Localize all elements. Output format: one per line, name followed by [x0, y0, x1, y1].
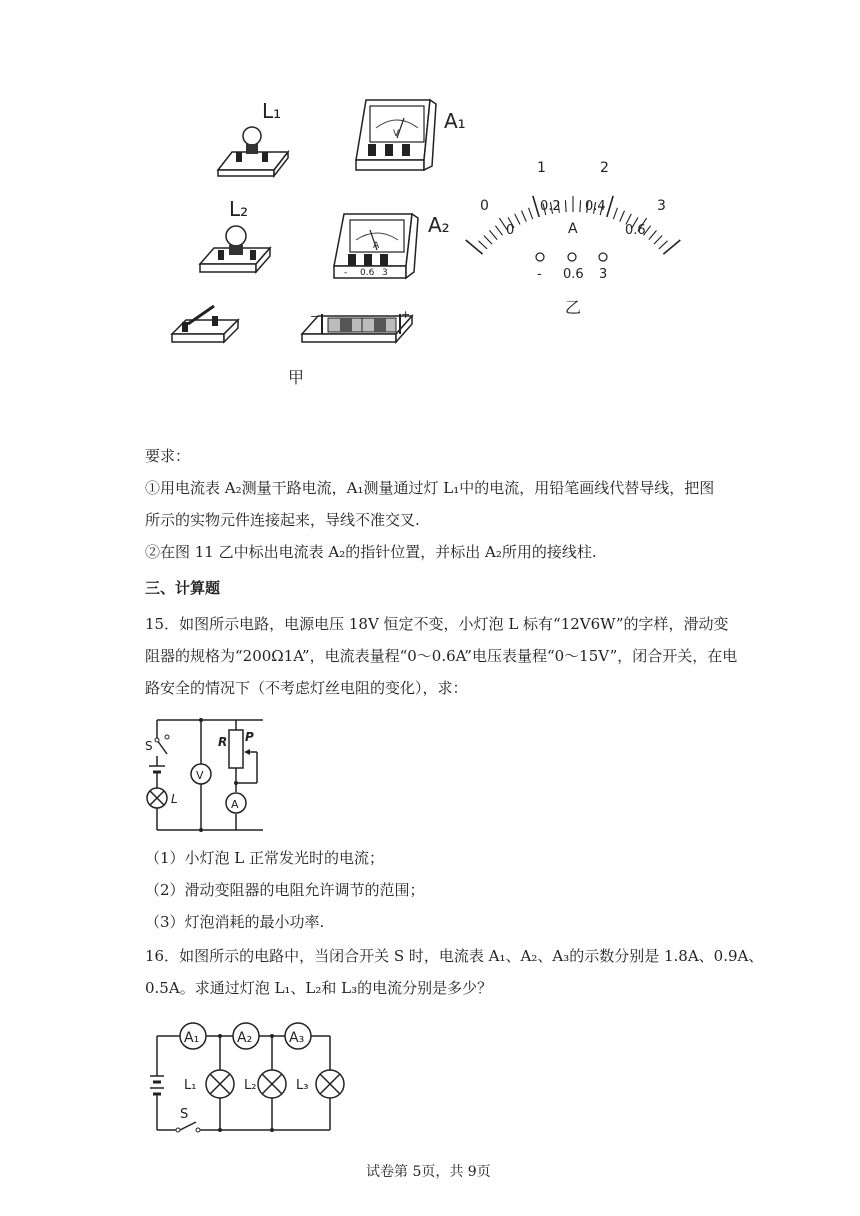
q15-sub1: （1）小灯泡 L 正常发光时的电流；: [145, 849, 385, 867]
requirement-1-line2: 所示的实物元件连接起来，导线不准交叉.: [145, 511, 420, 529]
q15-line2: 阻器的规格为“200Ω1A”，电流表量程“0～0.6A”电压表量程“0～15V”，闭合开关，在电: [145, 647, 738, 665]
dial-lower-04: 0.4: [585, 199, 606, 214]
dial-upper-1: 1: [537, 160, 546, 176]
q15-ammeter-label: A: [231, 798, 239, 811]
q15-voltmeter-label: V: [196, 769, 204, 782]
section-3-title: 三、计算题: [145, 579, 221, 597]
dial-upper-2: 2: [600, 160, 609, 176]
q15-lamp-label: L: [171, 792, 178, 806]
q16-line2: 0.5A。求通过灯泡 L₁、L₂和 L₃的电流分别是多少？: [145, 979, 493, 997]
ammeter1-face-label: V: [393, 129, 400, 139]
ammeter1-label: A₁: [444, 109, 466, 133]
q16-ammeter1-label: A₁: [184, 1030, 200, 1046]
terminal-06-label: 0.6: [563, 267, 584, 282]
q15-sub3: （3）灯泡消耗的最小功率.: [145, 913, 325, 931]
ammeter2-terminal-neg: -: [344, 268, 348, 278]
dial-lower-02: 0.2: [540, 199, 561, 214]
q15-line3: 路安全的情况下（不考虑灯丝电阻的变化），求：: [145, 679, 468, 697]
requirement-2: ②在图 11 乙中标出电流表 A₂的指针位置，并标出 A₂所用的接线柱.: [145, 543, 597, 561]
q16-ammeter3-label: A₃: [289, 1030, 305, 1046]
q16-lamp3-label: L₃: [296, 1078, 309, 1093]
figure-yi-caption: 乙: [565, 298, 582, 317]
dial-upper-0: 0: [480, 198, 489, 214]
terminal-neg-label: -: [537, 267, 542, 282]
requirement-1-line1: ①用电流表 A₂测量干路电流，A₁测量通过灯 L₁中的电流，用铅笔画线代替导线，把图: [145, 479, 715, 497]
ammeter2-terminal-06: 0.6: [360, 268, 375, 278]
q16-line1: 16．如图所示的电路中，当闭合开关 S 时，电流表 A₁、A₂、A₃的示数分别是 1.8A、0.9A、: [145, 947, 764, 965]
lamp2-label: L₂: [229, 197, 249, 221]
q16-ammeter2-label: A₂: [237, 1030, 253, 1046]
q16-lamp2-label: L₂: [244, 1078, 257, 1093]
figure-jia-caption: 甲: [288, 368, 305, 387]
q15-switch-label: S: [145, 739, 153, 753]
dial-lower-0: 0: [506, 223, 515, 238]
q16-lamp1-label: L₁: [184, 1078, 197, 1093]
dial-upper-3: 3: [657, 198, 666, 214]
ammeter2-terminal-3: 3: [382, 268, 388, 278]
dial-lower-06: 0.6: [625, 223, 646, 238]
requirement-title: 要求：: [145, 447, 191, 465]
q16-switch-label: S: [180, 1107, 189, 1122]
q15-slider-label: P: [245, 730, 254, 744]
q15-sub2: （2）滑动变阻器的电阻允许调节的范围；: [145, 881, 425, 899]
lamp1-label: L₁: [262, 99, 282, 123]
q15-resistor-label: R: [218, 735, 228, 749]
svg-text:−: −: [310, 310, 320, 323]
terminal-3-label: 3: [599, 267, 608, 282]
q15-line1: 15．如图所示电路，电源电压 18V 恒定不变，小灯泡 L 标有“12V6W”的字样，滑动变: [145, 615, 729, 633]
dial-unit: A: [568, 221, 578, 237]
page-footer: 试卷第 5页，共 9页: [366, 1164, 491, 1180]
ammeter2-label: A₂: [428, 213, 450, 237]
ammeter2-face-label: A: [373, 241, 380, 251]
svg-text:+: +: [401, 308, 411, 321]
